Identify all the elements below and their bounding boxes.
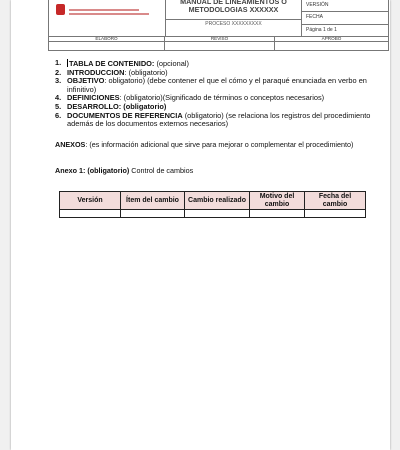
anexos-paragraph[interactable]: ANEXOS: (es información adicional que sirve para mejorar o complementar el procedimiento)	[55, 140, 354, 149]
header-logo-cell	[49, 0, 166, 36]
anexo1-paragraph[interactable]: Anexo 1: (obligatorio) Control de cambios	[55, 166, 194, 175]
col-header-item: Ítem del cambio	[121, 192, 185, 210]
aprobo-label: APROBO	[275, 36, 388, 42]
change-control-table	[59, 191, 366, 218]
version-label: VERSIÓN	[306, 2, 329, 8]
page-number: Página 1 de 1	[306, 27, 337, 33]
col-header-date: Fecha del cambio	[305, 192, 366, 210]
list-item[interactable]: 5. DESARROLLO: (obligatorio)	[55, 101, 167, 111]
list-item[interactable]: 1. TABLA DE CONTENIDO: (opcional)	[55, 58, 189, 68]
document-title-line1: MANUAL DE LINEAMIENTOS O	[180, 0, 287, 6]
document-title-line2: METODOLOGIAS XXXXXX	[188, 5, 279, 14]
date-label: FECHA	[306, 14, 323, 20]
table-header-row	[60, 192, 366, 210]
table-cell[interactable]	[250, 210, 305, 218]
procedure-code: PROCESO XXXXXXXXX	[205, 21, 262, 27]
reviso-label: REVISO	[165, 36, 274, 42]
elaboro-cell	[49, 36, 165, 50]
header-meta-cell	[302, 0, 388, 36]
list-item[interactable]: 4. DEFINICIONES: (obligatorio)(Significado de términos o conceptos necesarios)	[55, 93, 325, 103]
document-page	[11, 0, 390, 450]
list-item[interactable]: 6. DOCUMENTOS DE REFERENCIA (obligatorio) (se relaciona los registros del procedimiento además de los documentos externos necesarios)	[55, 110, 371, 129]
table-cell[interactable]	[305, 210, 366, 218]
table-row	[60, 210, 366, 218]
table-cell[interactable]	[60, 210, 121, 218]
content-outline	[55, 59, 385, 129]
list-item[interactable]: 2. INTRODUCCION: (obligatorio)	[55, 67, 168, 77]
col-header-reason: Motivo del cambio	[250, 192, 305, 210]
table-cell[interactable]	[185, 210, 250, 218]
elaboro-label: ELABORO	[49, 36, 164, 42]
aprobo-cell	[275, 36, 388, 50]
signature-table	[48, 36, 389, 51]
document-header	[48, 0, 389, 37]
header-title-cell	[166, 0, 302, 36]
col-header-change: Cambio realizado	[185, 192, 250, 210]
col-header-version: Versión	[60, 192, 121, 210]
sena-logo-icon	[56, 4, 65, 15]
list-item[interactable]: 3. OBJETIVO: obligatorio) (debe contener el que el cómo y el paraqué enunciada en verbo en infinitivo)	[55, 76, 367, 94]
text-cursor	[67, 59, 68, 67]
reviso-cell	[165, 36, 275, 50]
table-cell[interactable]	[121, 210, 185, 218]
